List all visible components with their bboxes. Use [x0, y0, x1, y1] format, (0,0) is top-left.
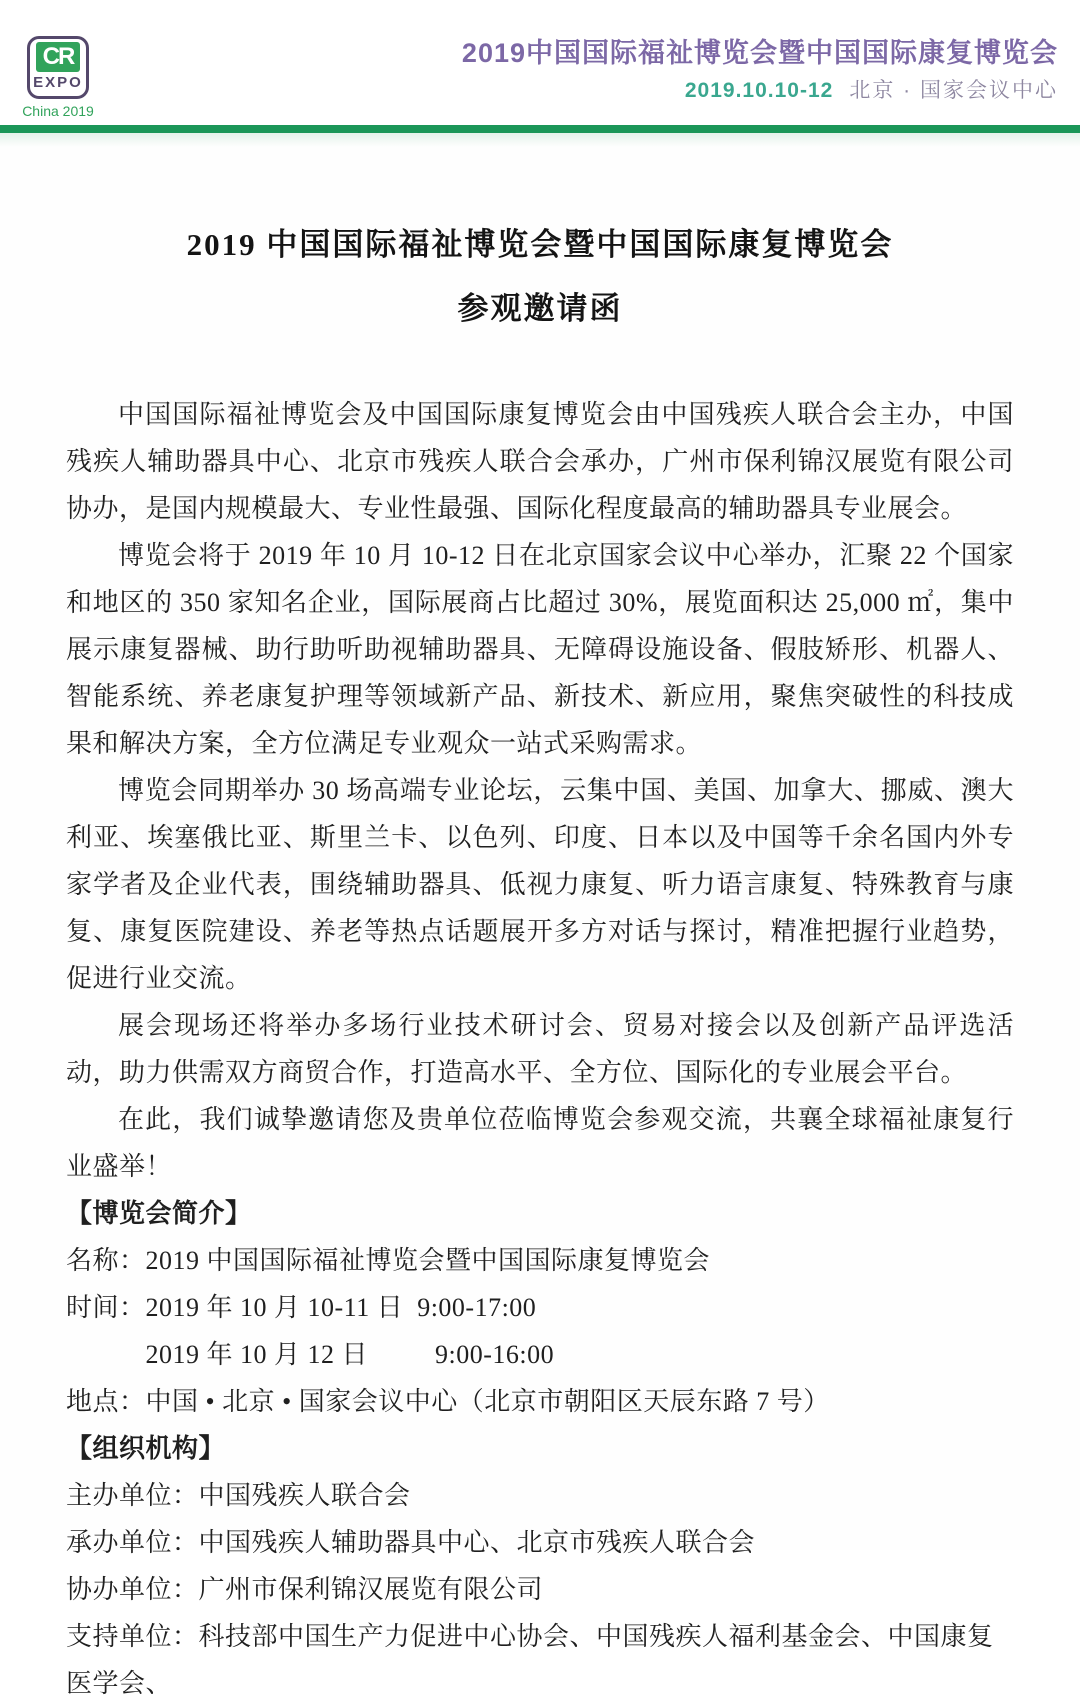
section-heading-intro: 【博览会简介】: [66, 1199, 252, 1228]
info-line-name: 名称：2019 中国国际福祉博览会暨中国国际康复博览会: [66, 1246, 711, 1275]
expo-title: 2019中国国际福祉博览会暨中国国际康复博览会: [461, 38, 1058, 68]
masthead: [0, 0, 1080, 125]
logo-expo-text: EXPO: [33, 74, 83, 91]
org-line-host: 主办单位：中国残疾人联合会: [66, 1481, 411, 1510]
header-divider-bar: [0, 125, 1080, 133]
logo-tagline: China 2019: [22, 103, 94, 119]
masthead-text: [462, 36, 1058, 104]
logo-frame: [27, 36, 89, 99]
org-line-organizer: 承办单位：中国残疾人辅助器具中心、北京市残疾人联合会: [66, 1528, 756, 1557]
body-paragraph-4: 展会现场还将举办多场行业技术研讨会、贸易对接会以及创新产品评选活动，助力供需双方商贸合作，打造高水平、全方位、国际化的专业展会平台。: [66, 1011, 1014, 1087]
letter-title-line1: 2019 中国国际福祉博览会暨中国国际康复博览会: [186, 227, 894, 262]
cr-expo-logo: [20, 36, 96, 119]
expo-date: 2019.10.10-12: [684, 79, 834, 102]
expo-date-venue: [462, 78, 1058, 104]
info-line-time2: 2019 年 10 月 12 日 9:00-16:00: [66, 1340, 555, 1369]
letter-body: [0, 133, 1080, 1707]
org-line-coorganizer: 协办单位：广州市保利锦汉展览有限公司: [66, 1575, 544, 1604]
body-paragraph-5: 在此，我们诚挚邀请您及贵单位莅临博览会参观交流，共襄全球福祉康复行业盛举！: [66, 1105, 1014, 1181]
org-line-supporter: 支持单位：科技部中国生产力促进中心协会、中国残疾人福利基金会、中国康复医学会、: [66, 1622, 994, 1698]
section-heading-org: 【组织机构】: [66, 1434, 226, 1463]
body-paragraph-1: 中国国际福祉博览会及中国国际康复博览会由中国残疾人联合会主办，中国残疾人辅助器具中心、北京市残疾人联合会承办，广州市保利锦汉展览有限公司协办，是国内规模最大、专业性最强、国际化程度最高的辅助器具专业展会。: [66, 400, 1014, 523]
body-paragraph-3: 博览会同期举办 30 场高端专业论坛，云集中国、美国、加拿大、挪威、澳大利亚、埃塞俄比亚、斯里兰卡、以色列、印度、日本以及中国等千余名国内外专家学者及企业代表，围绕辅助器具、低视力康复、听力语言康复、特殊教育与康复、康复医院建设、养老等热点话题展开多方对话与探讨，精准把握行业趋势，促进行业交流。: [66, 776, 1014, 993]
logo-cr-mark: CR: [36, 42, 80, 72]
letter-title: [66, 213, 1014, 341]
info-line-location: 地点：中国 • 北京 • 国家会议中心（北京市朝阳区天辰东路 7 号）: [66, 1387, 830, 1416]
info-line-time1: 时间：2019 年 10 月 10-11 日 9:00-17:00: [66, 1293, 537, 1322]
body-paragraph-2: 博览会将于 2019 年 10 月 10-12 日在北京国家会议中心举办，汇聚 22 个国家和地区的 350 家知名企业，国际展商占比超过 30%，展览面积达 25,000 ㎡，集中展示康复器械、助行助听助视辅助器具、无障碍设施设备、假肢矫形、机器人、智能系统、养老康复护理等领域新产品、新技术、新应用，聚焦突破性的科技成果和解决方案，全方位满足专业观众一站式采购需求。: [66, 541, 1014, 758]
expo-venue: 北京 · 国家会议中心: [849, 79, 1058, 102]
letter-title-line2: 参观邀请函: [457, 291, 623, 326]
